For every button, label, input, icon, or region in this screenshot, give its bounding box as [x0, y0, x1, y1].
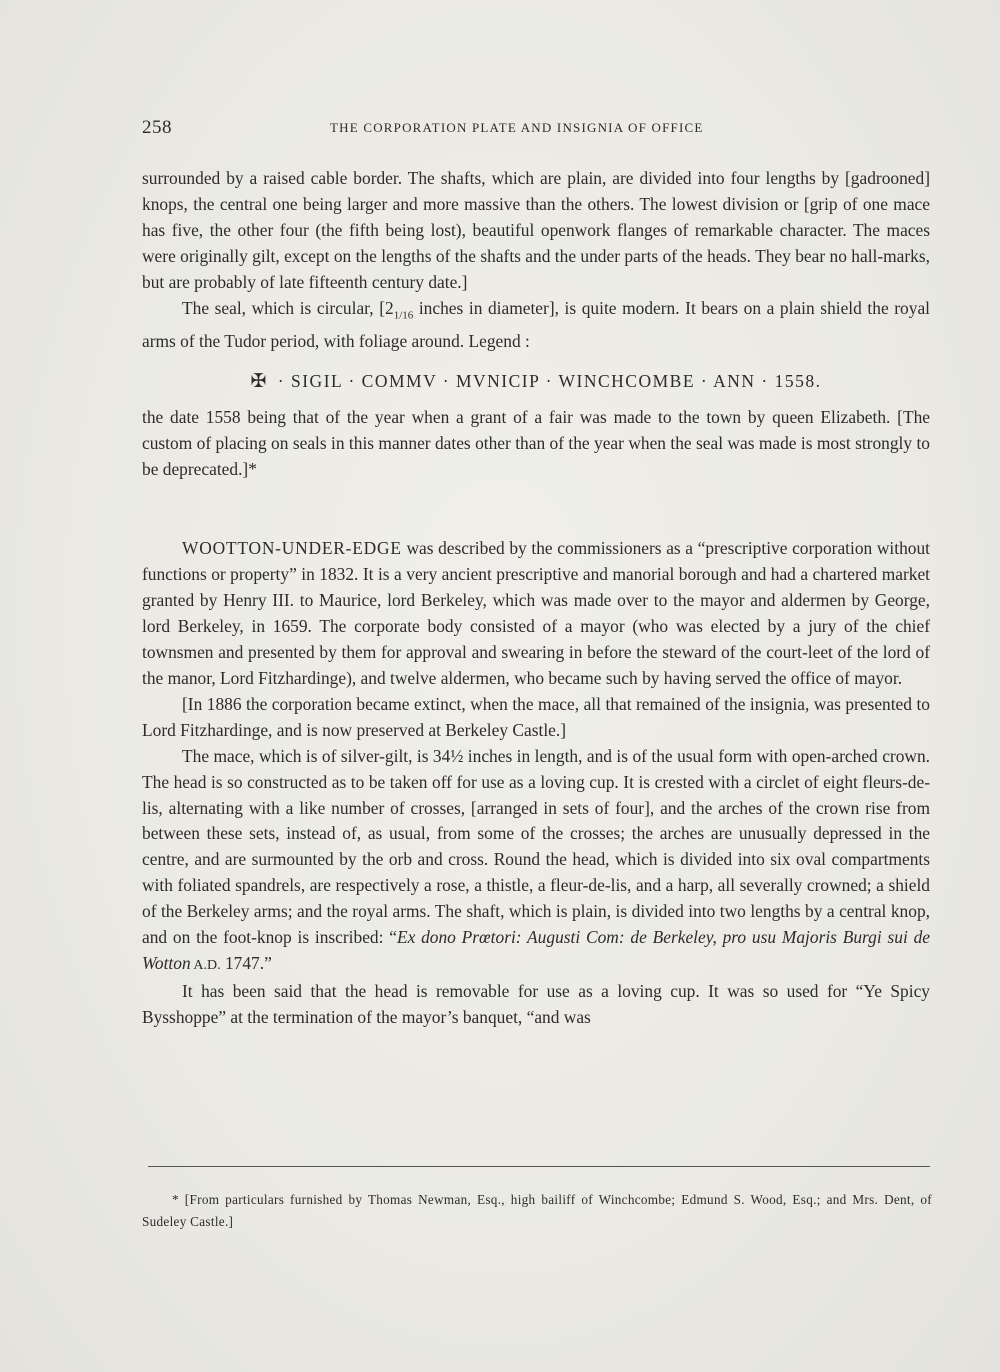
cross-icon: ✠ [250, 370, 268, 392]
anno-domini: A.D. [190, 957, 221, 973]
paragraph-loving-cup: It has been said that the head is removable for use as a loving cup. It was so used for “Ye Spicy Bysshoppe” at the termination of the mayor’s banquet, “and was [142, 980, 930, 1027]
mace-year: 1747.” [220, 952, 272, 973]
wootton-text: was described by the commissioners as a “prescriptive corporation without functions or property” in 1832. It is a very ancient prescriptive and manorial borough and had a chartered market granted by Henry III. to Maurice, lord Berkeley, which was made over to the mayor and aldermen by George, lord Berkeley, in 1659. The corporate body consisted of a mayor (who was elected by a jury of the chief townsmen and presented by them for approval and swearing in before the steward of the court-leet of the lord of the manor, Lord Fitzhardinge), and twelve aldermen, who became such by having served the office of mayor. [142, 538, 930, 688]
seal-text-end: inches in diameter], is quite modern. It bears on a plain shield the royal arms of the Tudor period, with foliage around. Legend : [142, 297, 930, 351]
paragraph-seal [142, 296, 930, 355]
running-head: THE CORPORATION PLATE AND INSIGNIA OF OFFICE [330, 120, 704, 135]
footnote-text: * [From particulars furnished by Thomas Newman, Esq., high bailiff of Winchcombe; Edmund S. Wood, Esq.; and Mrs. Dent, of Sudeley Castle.] [142, 1192, 932, 1229]
section-lead-wootton: WOOTTON-UNDER-EDGE [182, 538, 402, 559]
paragraph-seal-date: the date 1558 being that of the year when a grant of a fair was made to the town by queen Elizabeth. [The custom of placing on seals in this manner dates other than of the year when the seal was made is most strongly to be deprecated.]* [142, 406, 930, 479]
paragraph-mace-wootton [142, 744, 930, 979]
footnote [142, 1189, 932, 1233]
mace-text: The mace, which is of silver-gilt, is 34½ inches in length, and is of the usual form with open-arched crown. The head is so constructed as to be taken off for use as a loving cup. It is crested with a circlet of eight fleurs-de-lis, alternating with a like number of crosses, [arranged in sets of four], and the arches of the crown rise from between these sets, instead of, as usual, from some of the crosses; the arches are unusually depressed in the centre, and are surmounted by the orb and cross. Round the head, which is divided into six oval compartments with foliated spandrels, are respectively a rose, a thistle, a fleur-de-lis, and a harp, all severally crowned; a shield of the Berkeley arms; and the royal arms. The shaft, which is plain, is divided into two lengths by a central knop, and on the foot-knop is inscribed: “ [142, 745, 930, 948]
page-number: 258 [142, 117, 172, 138]
paragraph-mace-description: surrounded by a raised cable border. The shafts, which are plain, are divided into four lengths by [gadrooned] knops, the central one being larger and more massive than the others. The lowest division or [grip of one mace has five, the other four (the fifth being lost), beautiful openwork flanges of remarkable character. The maces were originally gilt, except on the lengths of the shafts and the under parts of the heads. They bear no hall-marks, but are probably of late fifteenth century date.] [142, 168, 930, 292]
seal-text-start: The seal, which is circular, [2 [182, 297, 394, 318]
seal-legend [142, 369, 930, 395]
seal-fraction: 1/16 [393, 309, 414, 321]
mace-inscription: Ex dono Prœtori: Augusti Com: de Berkeley, pro usu Majoris Burgi sui de Wotton [142, 927, 930, 973]
seal-legend-text: · SIGIL · COMMV · MVNICIP · WINCHCOMBE · ANN · 1558. [277, 370, 822, 391]
paragraph-extinct: [In 1886 the corporation became extinct, when the mace, all that remained of the insignia, was presented to Lord Fitzhardinge, and is now preserved at Berkeley Castle.] [142, 693, 930, 740]
paragraph-wootton [142, 536, 930, 691]
footnote-divider [148, 1166, 930, 1167]
body-text [142, 166, 930, 1031]
page-header [140, 117, 930, 139]
section-gap [142, 482, 930, 536]
